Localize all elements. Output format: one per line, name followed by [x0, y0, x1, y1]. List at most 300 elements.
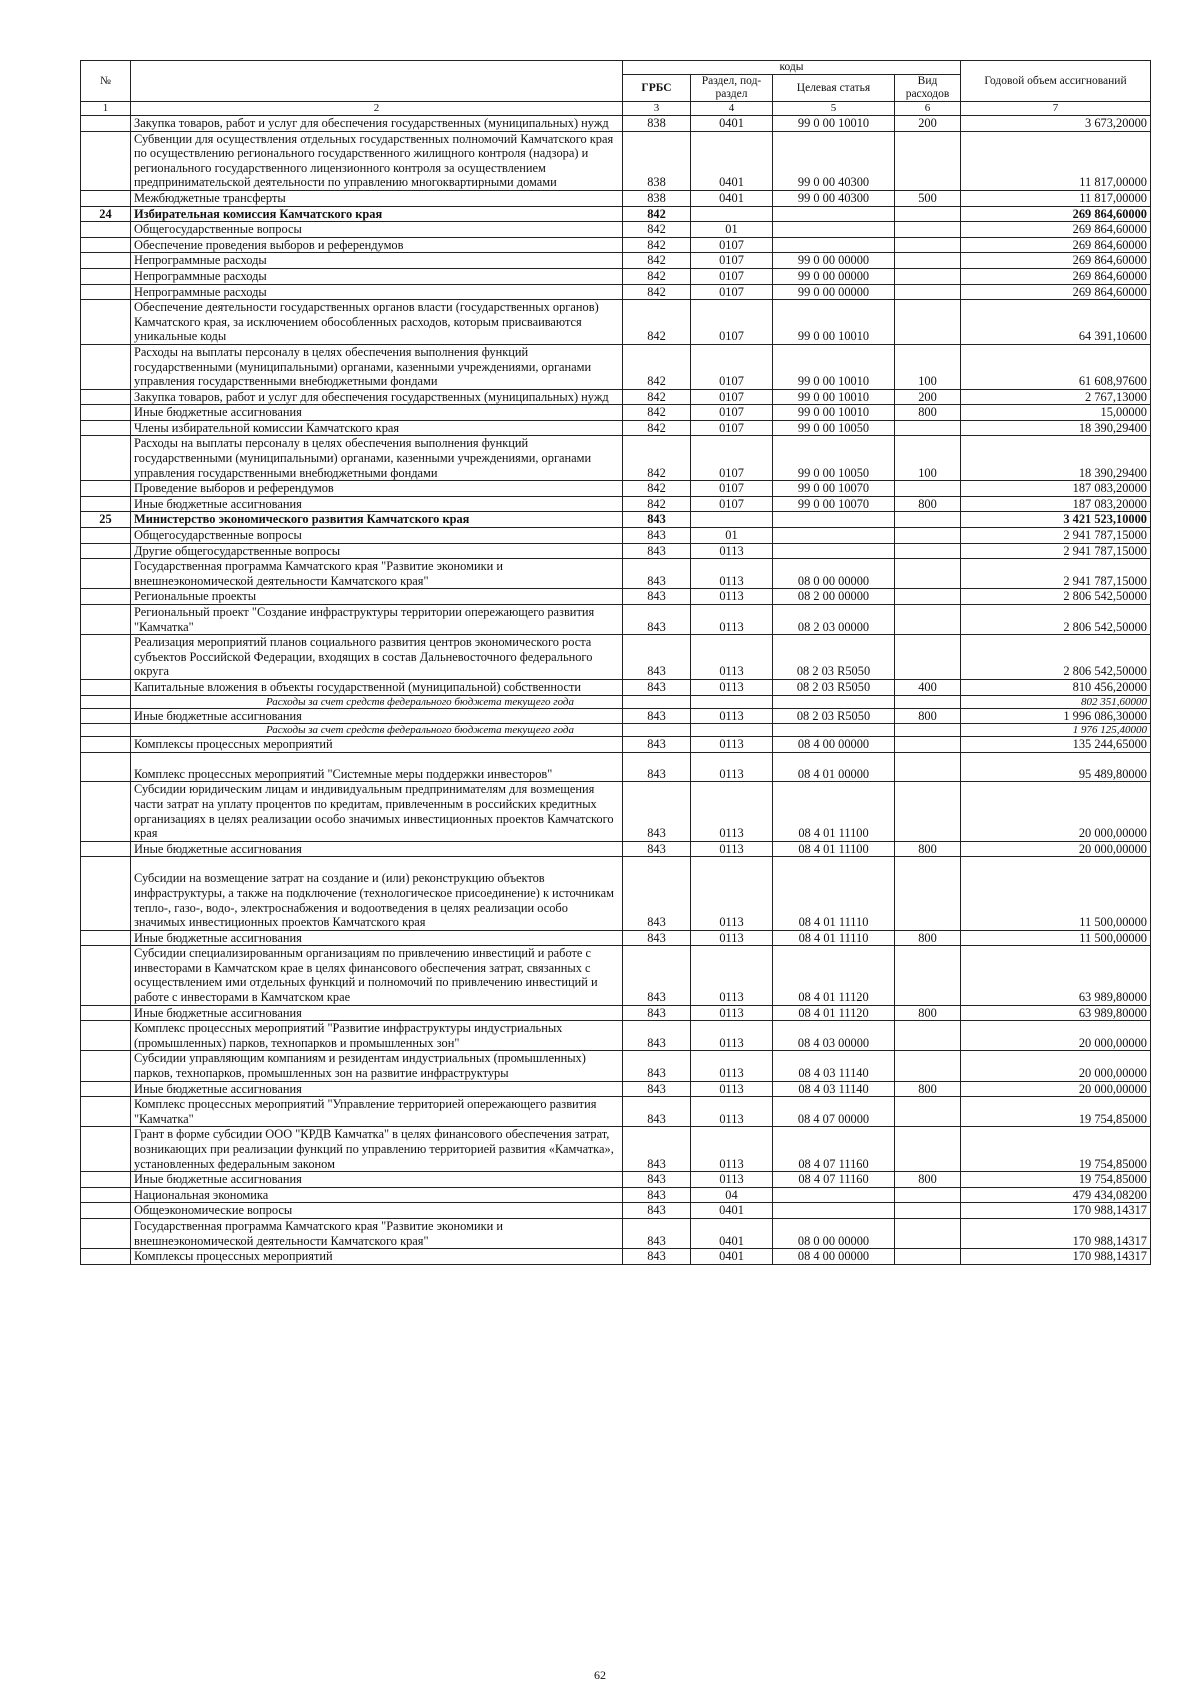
table-row [81, 1187, 1151, 1203]
row-sum: 20 000,00000 [961, 782, 1151, 841]
row-target [773, 512, 895, 528]
row-sum: 170 988,14317 [961, 1218, 1151, 1248]
row-name: Капитальные вложения в объекты государственной (муниципальной) собственности [131, 679, 623, 695]
row-number [81, 1005, 131, 1021]
row-razdel: 0107 [691, 284, 773, 300]
row-razdel: 0401 [691, 131, 773, 190]
row-razdel: 0107 [691, 268, 773, 284]
row-number [81, 405, 131, 421]
row-target: 99 0 00 10050 [773, 420, 895, 436]
row-number [81, 605, 131, 635]
row-razdel: 0113 [691, 543, 773, 559]
row-razdel: 0107 [691, 405, 773, 421]
row-grbs: 843 [623, 559, 691, 589]
row-grbs: 843 [623, 1203, 691, 1219]
table-row [81, 708, 1151, 724]
row-sum: 19 754,85000 [961, 1127, 1151, 1172]
row-sum: 3 421 523,10000 [961, 512, 1151, 528]
row-target [773, 1187, 895, 1203]
row-vid [895, 253, 961, 269]
budget-table-sheet [80, 60, 1150, 1265]
row-grbs: 842 [623, 237, 691, 253]
row-vid: 500 [895, 190, 961, 206]
row-target: 08 4 03 11140 [773, 1051, 895, 1081]
row-vid [895, 1051, 961, 1081]
row-number [81, 708, 131, 724]
row-razdel: 0113 [691, 930, 773, 946]
row-grbs: 842 [623, 284, 691, 300]
table-row [81, 116, 1151, 132]
row-number [81, 737, 131, 753]
row-target: 99 0 00 10010 [773, 344, 895, 389]
row-grbs: 838 [623, 131, 691, 190]
row-sum: 11 500,00000 [961, 930, 1151, 946]
row-vid [895, 857, 961, 930]
row-sum: 18 390,29400 [961, 420, 1151, 436]
row-number: 25 [81, 512, 131, 528]
row-name: Другие общегосударственные вопросы [131, 543, 623, 559]
row-razdel: 0107 [691, 237, 773, 253]
row-razdel: 04 [691, 1187, 773, 1203]
row-razdel: 0113 [691, 737, 773, 753]
table-row [81, 635, 1151, 680]
row-number [81, 930, 131, 946]
row-grbs [623, 724, 691, 737]
row-vid [895, 131, 961, 190]
row-grbs: 843 [623, 1081, 691, 1097]
row-vid [895, 268, 961, 284]
row-grbs: 842 [623, 481, 691, 497]
row-vid [895, 237, 961, 253]
row-vid [895, 752, 961, 782]
row-vid: 100 [895, 436, 961, 481]
row-grbs: 843 [623, 1218, 691, 1248]
row-razdel: 0107 [691, 253, 773, 269]
row-grbs: 843 [623, 512, 691, 528]
row-target [773, 528, 895, 544]
table-body [81, 116, 1151, 1265]
row-name: Общегосударственные вопросы [131, 222, 623, 238]
row-number [81, 782, 131, 841]
row-razdel: 01 [691, 222, 773, 238]
row-name: Расходы на выплаты персоналу в целях обеспечения выполнения функций государственными (муниципальными) органами, казенными учреждениями, органами управления государственными внебюджетными фондами [131, 436, 623, 481]
row-name: Комплексы процессных мероприятий [131, 1249, 623, 1265]
row-grbs: 843 [623, 635, 691, 680]
row-name: Иные бюджетные ассигнования [131, 1172, 623, 1188]
row-target: 08 4 07 00000 [773, 1097, 895, 1127]
header-grbs: ГРБС [623, 75, 691, 102]
row-name: Межбюджетные трансферты [131, 190, 623, 206]
row-number [81, 389, 131, 405]
row-number [81, 1021, 131, 1051]
row-grbs: 843 [623, 1097, 691, 1127]
row-vid [895, 605, 961, 635]
row-number [81, 222, 131, 238]
table-row [81, 605, 1151, 635]
row-number [81, 724, 131, 737]
row-target: 99 0 00 10050 [773, 436, 895, 481]
table-row [81, 481, 1151, 497]
row-target [773, 543, 895, 559]
table-row [81, 1172, 1151, 1188]
row-grbs: 842 [623, 436, 691, 481]
row-razdel: 0113 [691, 1097, 773, 1127]
row-razdel: 0113 [691, 946, 773, 1005]
row-vid [895, 222, 961, 238]
row-sum: 810 456,20000 [961, 679, 1151, 695]
row-vid [895, 300, 961, 345]
row-target [773, 695, 895, 708]
row-razdel: 0107 [691, 300, 773, 345]
row-grbs [623, 695, 691, 708]
row-target: 99 0 00 10010 [773, 405, 895, 421]
row-number [81, 481, 131, 497]
table-row [81, 528, 1151, 544]
row-name: Общегосударственные вопросы [131, 528, 623, 544]
row-sum: 2 806 542,50000 [961, 589, 1151, 605]
row-razdel: 0107 [691, 389, 773, 405]
table-row [81, 752, 1151, 782]
row-name: Иные бюджетные ассигнования [131, 708, 623, 724]
row-vid: 800 [895, 405, 961, 421]
row-razdel: 0401 [691, 1203, 773, 1219]
table-row [81, 389, 1151, 405]
header-codes: коды [623, 61, 961, 75]
row-grbs: 843 [623, 708, 691, 724]
row-name: Иные бюджетные ассигнования [131, 930, 623, 946]
row-sum: 20 000,00000 [961, 1081, 1151, 1097]
table-row [81, 559, 1151, 589]
row-target: 08 4 01 11100 [773, 841, 895, 857]
row-number [81, 1172, 131, 1188]
row-razdel: 0113 [691, 1127, 773, 1172]
row-razdel: 0113 [691, 1005, 773, 1021]
row-sum: 479 434,08200 [961, 1187, 1151, 1203]
row-target: 08 0 00 00000 [773, 1218, 895, 1248]
row-name: Расходы за счет средств федерального бюджета текущего года [131, 724, 623, 737]
row-name: Непрограммные расходы [131, 268, 623, 284]
table-row [81, 543, 1151, 559]
row-grbs: 843 [623, 752, 691, 782]
row-razdel: 0107 [691, 436, 773, 481]
row-vid [895, 1249, 961, 1265]
row-target: 08 2 03 R5050 [773, 635, 895, 680]
row-number [81, 1203, 131, 1219]
row-vid [895, 737, 961, 753]
row-sum: 269 864,60000 [961, 284, 1151, 300]
row-razdel: 0113 [691, 635, 773, 680]
row-target: 08 4 07 11160 [773, 1127, 895, 1172]
table-row [81, 300, 1151, 345]
table-row [81, 420, 1151, 436]
table-row [81, 268, 1151, 284]
row-grbs: 842 [623, 389, 691, 405]
row-name: Иные бюджетные ассигнования [131, 496, 623, 512]
row-vid [895, 559, 961, 589]
row-target: 08 2 03 R5050 [773, 708, 895, 724]
row-grbs: 843 [623, 1172, 691, 1188]
table-row [81, 253, 1151, 269]
table-row [81, 1051, 1151, 1081]
header-row-top [81, 61, 1151, 75]
row-vid [895, 946, 961, 1005]
table-row [81, 930, 1151, 946]
row-razdel: 0113 [691, 1172, 773, 1188]
row-vid: 800 [895, 1172, 961, 1188]
row-vid: 800 [895, 1005, 961, 1021]
row-vid [895, 1203, 961, 1219]
table-row [81, 589, 1151, 605]
row-number [81, 559, 131, 589]
row-razdel: 0107 [691, 496, 773, 512]
row-target [773, 222, 895, 238]
row-target: 08 4 03 11140 [773, 1081, 895, 1097]
row-name: Расходы за счет средств федерального бюджета текущего года [131, 695, 623, 708]
row-number [81, 300, 131, 345]
row-vid [895, 782, 961, 841]
header-num-4: 4 [691, 102, 773, 116]
row-name: Государственная программа Камчатского края "Развитие экономики и внешнеэкономической деятельности Камчатского края" [131, 559, 623, 589]
table-row [81, 1021, 1151, 1051]
row-grbs: 838 [623, 190, 691, 206]
table-row [81, 496, 1151, 512]
row-target: 08 4 01 00000 [773, 752, 895, 782]
table-row [81, 190, 1151, 206]
row-name: Субвенции для осуществления отдельных государственных полномочий Камчатского края по осуществлению регионального государственного жилищного контроля (надзора) и регионального государственного лицензионного контроля за осуществлением предпринимательской деятельности по управлению многоквартирными домами [131, 131, 623, 190]
row-target: 99 0 00 10010 [773, 116, 895, 132]
row-vid [895, 589, 961, 605]
row-number [81, 1187, 131, 1203]
row-target [773, 1203, 895, 1219]
table-row [81, 512, 1151, 528]
table-row [81, 679, 1151, 695]
table-row [81, 695, 1151, 708]
header-razdel: Раздел, под-раздел [691, 75, 773, 102]
row-target: 08 4 03 00000 [773, 1021, 895, 1051]
table-row [81, 222, 1151, 238]
row-grbs: 843 [623, 605, 691, 635]
row-number [81, 1127, 131, 1172]
row-razdel: 0107 [691, 344, 773, 389]
row-name: Иные бюджетные ассигнования [131, 405, 623, 421]
table-row [81, 405, 1151, 421]
row-razdel [691, 206, 773, 222]
row-vid [895, 695, 961, 708]
row-number [81, 695, 131, 708]
row-number [81, 436, 131, 481]
row-razdel: 0107 [691, 420, 773, 436]
row-sum: 135 244,65000 [961, 737, 1151, 753]
row-target: 99 0 00 40300 [773, 131, 895, 190]
row-sum: 95 489,80000 [961, 752, 1151, 782]
row-target: 08 4 07 11160 [773, 1172, 895, 1188]
row-sum: 2 941 787,15000 [961, 543, 1151, 559]
row-razdel: 0113 [691, 782, 773, 841]
header-vid: Вид расходов [895, 75, 961, 102]
row-razdel: 0113 [691, 857, 773, 930]
row-name: Иные бюджетные ассигнования [131, 841, 623, 857]
table-row [81, 284, 1151, 300]
row-razdel: 0113 [691, 841, 773, 857]
row-name: Субсидии юридическим лицам и индивидуальным предпринимателям для возмещения части затрат на уплату процентов по кредитам, привлеченным в российских кредитных организациях в целях реализации особо значимых инвестиционных проектов Камчатского края [131, 782, 623, 841]
table-row [81, 1081, 1151, 1097]
row-grbs: 843 [623, 543, 691, 559]
row-razdel: 0113 [691, 1021, 773, 1051]
row-sum: 170 988,14317 [961, 1249, 1151, 1265]
row-sum: 2 806 542,50000 [961, 635, 1151, 680]
table-row [81, 1097, 1151, 1127]
row-number [81, 589, 131, 605]
row-name: Непрограммные расходы [131, 284, 623, 300]
header-num-1: 1 [81, 102, 131, 116]
row-sum: 11 817,00000 [961, 131, 1151, 190]
row-number [81, 1081, 131, 1097]
row-razdel: 0401 [691, 116, 773, 132]
row-sum: 1 996 086,30000 [961, 708, 1151, 724]
row-number [81, 528, 131, 544]
row-target: 99 0 00 00000 [773, 284, 895, 300]
row-grbs: 843 [623, 737, 691, 753]
row-number [81, 1218, 131, 1248]
row-grbs: 843 [623, 1051, 691, 1081]
header-no: № [81, 61, 131, 102]
row-vid [895, 284, 961, 300]
row-number [81, 496, 131, 512]
row-name: Субсидии на возмещение затрат на создание и (или) реконструкцию объектов инфраструктуры, а также на подключение (технологическое присоединение) к источникам тепло-, газо-, водо-, электроснабжения и водоотведения в целях реализации особо значимых инвестиционных проектов Камчатского края [131, 857, 623, 930]
row-number [81, 841, 131, 857]
row-grbs: 843 [623, 528, 691, 544]
table-row [81, 724, 1151, 737]
row-name: Реализация мероприятий планов социального развития центров экономического роста субъектов Российской Федерации, входящих в состав Дальневосточного федерального округа [131, 635, 623, 680]
row-razdel: 0113 [691, 1081, 773, 1097]
row-sum: 187 083,20000 [961, 496, 1151, 512]
table-row [81, 1005, 1151, 1021]
table-row [81, 782, 1151, 841]
row-vid [895, 1127, 961, 1172]
header-num-7: 7 [961, 102, 1151, 116]
row-sum: 802 351,60000 [961, 695, 1151, 708]
row-target [773, 237, 895, 253]
row-name: Комплекс процессных мероприятий "Системные меры поддержки инвесторов" [131, 752, 623, 782]
row-name: Иные бюджетные ассигнования [131, 1081, 623, 1097]
row-sum: 64 391,10600 [961, 300, 1151, 345]
row-razdel: 0113 [691, 589, 773, 605]
row-sum: 19 754,85000 [961, 1097, 1151, 1127]
row-name: Государственная программа Камчатского края "Развитие экономики и внешнеэкономической деятельности Камчатского края" [131, 1218, 623, 1248]
row-grbs: 842 [623, 268, 691, 284]
row-sum: 3 673,20000 [961, 116, 1151, 132]
row-target: 08 4 01 11110 [773, 857, 895, 930]
row-sum: 19 754,85000 [961, 1172, 1151, 1188]
header-name [131, 61, 623, 102]
row-vid: 100 [895, 344, 961, 389]
row-name: Обеспечение проведения выборов и референдумов [131, 237, 623, 253]
row-name: Национальная экономика [131, 1187, 623, 1203]
row-sum: 1 976 125,40000 [961, 724, 1151, 737]
row-sum: 269 864,60000 [961, 237, 1151, 253]
row-name: Субсидии специализированным организациям по привлечению инвестиций и работе с инвесторами в Камчатском крае в целях финансового обеспечения затрат, связанных с осуществлением ими отдельных функций и полномочий по привлечению инвестиций и работе с инвесторами в Камчатском крае [131, 946, 623, 1005]
row-target: 99 0 00 00000 [773, 253, 895, 269]
row-number [81, 1097, 131, 1127]
header-num-3: 3 [623, 102, 691, 116]
row-name: Иные бюджетные ассигнования [131, 1005, 623, 1021]
table-row [81, 1249, 1151, 1265]
table-row [81, 841, 1151, 857]
row-grbs: 843 [623, 1187, 691, 1203]
row-razdel: 0113 [691, 752, 773, 782]
row-sum: 2 767,13000 [961, 389, 1151, 405]
row-sum: 20 000,00000 [961, 1021, 1151, 1051]
row-number [81, 116, 131, 132]
row-name: Избирательная комиссия Камчатского края [131, 206, 623, 222]
row-number [81, 752, 131, 782]
row-name: Комплекс процессных мероприятий "Управление территорией опережающего развития "Камчатка" [131, 1097, 623, 1127]
row-target [773, 206, 895, 222]
row-razdel [691, 695, 773, 708]
row-vid [895, 724, 961, 737]
row-number [81, 420, 131, 436]
row-grbs: 842 [623, 496, 691, 512]
row-sum: 11 817,00000 [961, 190, 1151, 206]
budget-table [80, 60, 1151, 1265]
row-sum: 61 608,97600 [961, 344, 1151, 389]
row-vid [895, 1187, 961, 1203]
row-vid [895, 528, 961, 544]
row-grbs: 842 [623, 405, 691, 421]
row-name: Комплексы процессных мероприятий [131, 737, 623, 753]
row-grbs: 842 [623, 206, 691, 222]
row-sum: 2 806 542,50000 [961, 605, 1151, 635]
row-sum: 269 864,60000 [961, 268, 1151, 284]
row-grbs: 843 [623, 589, 691, 605]
table-row [81, 131, 1151, 190]
row-vid [895, 481, 961, 497]
row-razdel [691, 724, 773, 737]
row-vid [895, 420, 961, 436]
row-name: Обеспечение деятельности государственных органов власти (государственных органов) Камчатского края, за исключением обособленных расходов, которым присваиваются уникальные коды [131, 300, 623, 345]
row-vid: 800 [895, 496, 961, 512]
table-row [81, 1203, 1151, 1219]
row-sum: 20 000,00000 [961, 841, 1151, 857]
table-row [81, 737, 1151, 753]
row-vid [895, 512, 961, 528]
row-sum: 2 941 787,15000 [961, 528, 1151, 544]
row-grbs: 843 [623, 1127, 691, 1172]
row-name: Закупка товаров, работ и услуг для обеспечения государственных (муниципальных) нужд [131, 116, 623, 132]
row-name: Непрограммные расходы [131, 253, 623, 269]
row-name: Проведение выборов и референдумов [131, 481, 623, 497]
row-vid [895, 1218, 961, 1248]
row-vid: 800 [895, 841, 961, 857]
table-row [81, 206, 1151, 222]
row-vid: 400 [895, 679, 961, 695]
header-num-6: 6 [895, 102, 961, 116]
row-target: 08 0 00 00000 [773, 559, 895, 589]
row-vid: 200 [895, 116, 961, 132]
row-target: 99 0 00 10010 [773, 389, 895, 405]
row-target [773, 724, 895, 737]
header-annual: Годовой объем ассигнований [961, 61, 1151, 102]
row-number [81, 635, 131, 680]
page-number: 62 [594, 1668, 606, 1682]
row-sum: 11 500,00000 [961, 857, 1151, 930]
row-name: Члены избирательной комиссии Камчатского края [131, 420, 623, 436]
row-grbs: 843 [623, 857, 691, 930]
row-number [81, 268, 131, 284]
row-name: Субсидии управляющим компаниям и резидентам индустриальных (промышленных) парков, технопарков, промышленных зон на развитие инфраструктуры [131, 1051, 623, 1081]
row-razdel: 0107 [691, 481, 773, 497]
row-target: 08 4 00 00000 [773, 1249, 895, 1265]
